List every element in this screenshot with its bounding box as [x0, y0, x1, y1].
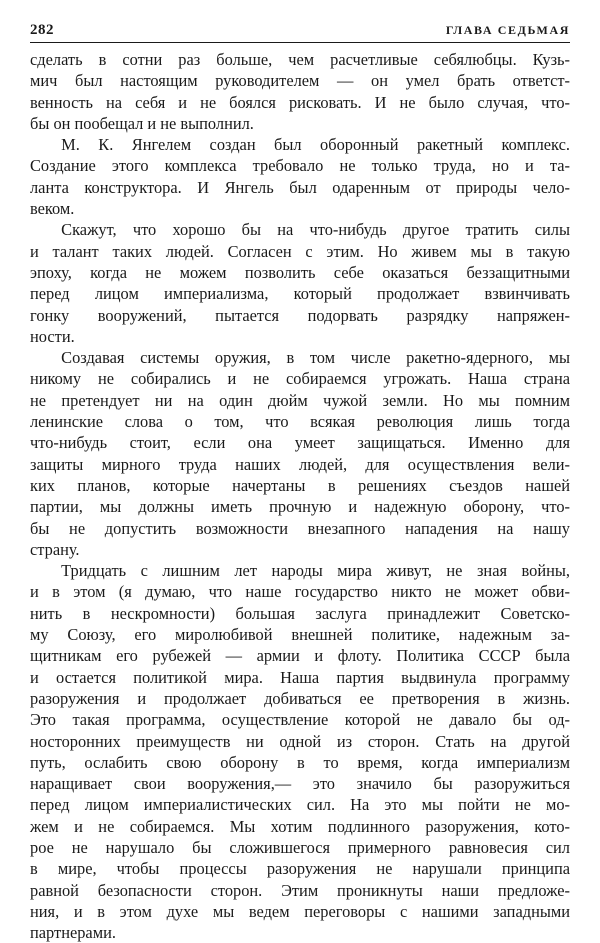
text-line: веком.	[30, 199, 75, 219]
text-line: путь, ослабить свою оборону в то время, когда империализм	[30, 752, 570, 772]
book-page	[30, 22, 570, 943]
text-line: ния, и в этом духе мы ведем переговоры с нашими западными	[30, 901, 570, 921]
text-line: и талант таких людей. Согласен с этим. Но живем мы в такую	[30, 241, 570, 261]
text-line: Скажут, что хорошо бы на что-нибудь другое тратить силы	[61, 220, 570, 240]
text-line: М. К. Янгелем создан был оборонный ракетный комплекс.	[61, 135, 570, 155]
text-line: нить в нескромности) большая заслуга принадлежит Советско-	[30, 603, 570, 623]
text-line: Тридцать с лишним лет народы мира живут, не зная войны,	[61, 561, 570, 581]
text-line: жем и не собираемся. Мы хотим подлинного разоружения, кото-	[30, 816, 570, 836]
text-line: никому не собирались и не собираемся угрожать. Наша страна	[30, 369, 570, 389]
text-line: рое не нарушало бы сложившегося примерного равновесия сил	[30, 837, 570, 857]
text-line: и остается политикой мира. Наша партия выдвинула программу	[30, 667, 570, 687]
text-line: и в этом (я думаю, что наше государство никто не может обви-	[30, 582, 570, 602]
text-line: защиты мирного труда наших людей, для осуществления вели-	[30, 454, 570, 474]
text-line: носторонних преимуществ ни одной из сторон. Стать на другой	[30, 731, 570, 751]
text-line: венность на себя и не боялся рисковать. И не было случая, что-	[30, 92, 570, 112]
text-line: партии, мы должны иметь прочную и надежную оборону, что-	[30, 497, 570, 517]
text-line: бы он пообещал и не выполнил.	[30, 113, 254, 133]
text-line: не претендует ни на один дюйм чужой земли. Но мы помним	[30, 390, 570, 410]
text-line: перед лицом империалистических сил. На это мы пойти не мо-	[30, 795, 570, 815]
paragraph	[30, 219, 570, 347]
text-line: мич был настоящим руководителем — он умел брать ответст-	[30, 71, 570, 91]
text-line: щитникам его рубежей — армии и флоту. Политика СССР была	[30, 646, 570, 666]
paragraph	[30, 560, 570, 943]
running-header	[30, 22, 570, 43]
text-line: разоружения и продолжает добиваться ее претворения в жизнь.	[30, 688, 570, 708]
text-line: равной безопасности сторон. Этим проникнуты наши предложе-	[30, 880, 570, 900]
text-line: му Союзу, его миролюбивой внешней политике, надежным за-	[30, 625, 570, 645]
text-line: Создавая системы оружия, в том числе ракетно-ядерного, мы	[61, 348, 570, 368]
text-line: сделать в сотни раз больше, чем расчетливые себялюбцы. Кузь-	[30, 50, 570, 69]
text-line: наращивает свои вооружения,— это значило бы разоружиться	[30, 774, 570, 794]
page-number: 282	[30, 22, 54, 38]
text-line: страну.	[30, 539, 80, 559]
text-line: Создание этого комплекса требовало не только труда, но и та-	[30, 156, 570, 176]
text-line: гонку вооружений, пытается подорвать разрядку напряжен-	[30, 305, 570, 325]
text-line: бы не допустить возможности внезапного нападения на нашу	[30, 518, 570, 538]
text-line: ких планов, которые начертаны в решениях съездов нашей	[30, 475, 570, 495]
paragraph	[30, 49, 570, 134]
text-line: в мире, чтобы процессы разоружения не нарушали принципа	[30, 859, 570, 879]
text-line: перед лицом империализма, который продолжает взвинчивать	[30, 284, 570, 304]
text-line: ленинские слова о том, что всякая революция лишь тогда	[30, 412, 570, 432]
body-text	[30, 49, 570, 943]
text-line: партнерами.	[30, 923, 116, 943]
text-line: ланта конструктора. И Янгель был одаренным от природы чело-	[30, 177, 570, 197]
text-line: эпоху, когда не можем позволить себе оказаться беззащитными	[30, 262, 570, 282]
text-line: Это такая программа, осуществление которой не давало бы од-	[30, 710, 570, 730]
paragraph	[30, 347, 570, 560]
paragraph	[30, 134, 570, 219]
text-line: ности.	[30, 326, 75, 346]
text-line: что-нибудь стоит, если она умеет защищаться. Именно для	[30, 433, 570, 453]
chapter-title: ГЛАВА СЕДЬМАЯ	[445, 23, 570, 37]
